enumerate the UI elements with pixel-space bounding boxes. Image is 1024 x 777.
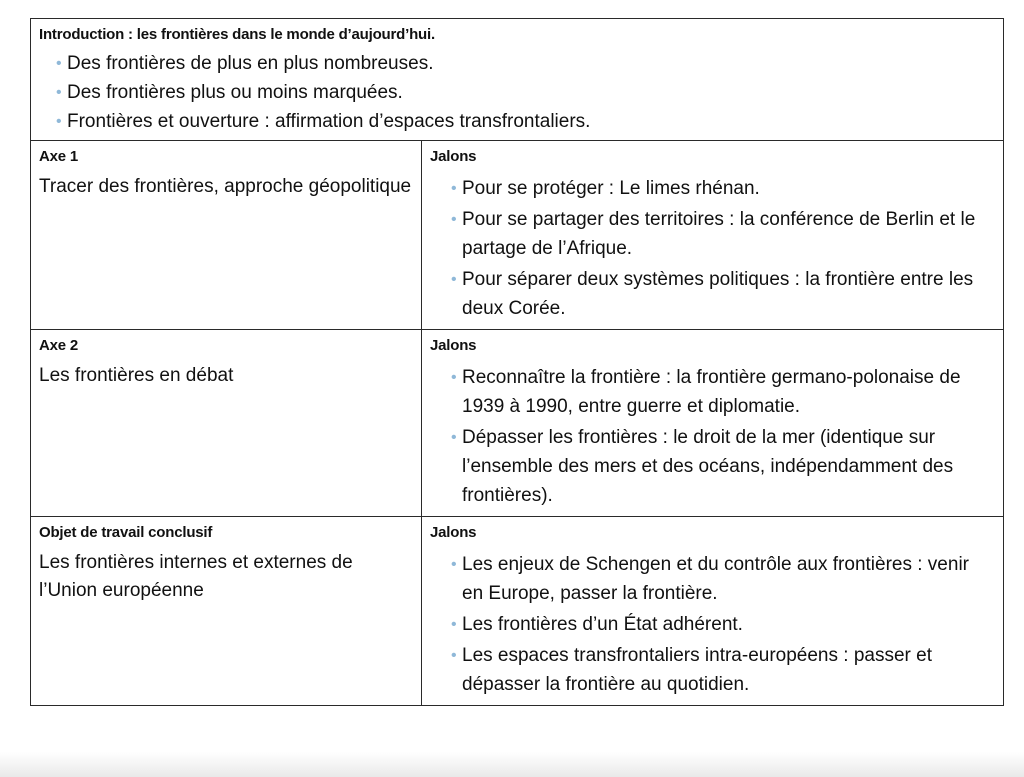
list-item: • Pour se partager des territoires : la conférence de Berlin et le partage de l’Afrique. [462,205,995,263]
bullet-dot-icon: • [451,369,457,386]
list-item: • Des frontières plus ou moins marquées. [67,78,995,107]
list-item: • Les frontières d’un État adhérent. [462,610,995,639]
jalons-heading: Jalons [430,524,477,541]
bullet-dot-icon: • [56,113,62,130]
list-item: • Les enjeux de Schengen et du contrôle aux frontières : venir en Europe, passer la frontière. [462,550,995,608]
conclusion-left-cell [31,517,422,706]
bottom-shadow [0,752,1024,777]
list-item: • Pour se protéger : Le limes rhénan. [462,174,995,203]
bullet-dot-icon: • [56,55,62,72]
intro-list [39,49,995,136]
intro-row [31,19,1004,141]
bullet-dot-icon: • [56,84,62,101]
bullet-dot-icon: • [451,429,457,446]
jalons-heading: Jalons [430,148,477,165]
axe-2-jalons-list [430,363,995,510]
axe-2-row [31,330,1004,517]
conclusion-title: Les frontières internes et externes de l’Union européenne [39,552,353,601]
program-table [30,18,1004,706]
intro-cell [31,19,1004,141]
bullet-dot-icon: • [451,180,457,197]
axe-1-left-cell [31,141,422,330]
jalons-heading: Jalons [430,337,477,354]
bullet-dot-icon: • [451,647,457,664]
axe-2-jalons-cell [422,330,1004,517]
list-item: • Dépasser les frontières : le droit de la mer (identique sur l’ensemble des mers et des océans, indépendamment des frontières). [462,423,995,510]
list-item: • Des frontières de plus en plus nombreuses. [67,49,995,78]
bullet-dot-icon: • [451,271,457,288]
list-item: • Pour séparer deux systèmes politiques : la frontière entre les deux Corée. [462,265,995,323]
axe-2-title: Les frontières en débat [39,365,234,386]
bullet-dot-icon: • [451,211,457,228]
intro-title: Introduction : les frontières dans le monde d’aujourd’hui. [39,26,435,43]
conclusion-jalons-cell [422,517,1004,706]
axe-1-jalons-list [430,174,995,323]
axe-1-heading: Axe 1 [39,148,79,165]
list-item: • Les espaces transfrontaliers intra-européens : passer et dépasser la frontière au quotidien. [462,641,995,699]
axe-2-heading: Axe 2 [39,337,79,354]
bullet-dot-icon: • [451,556,457,573]
conclusion-row [31,517,1004,706]
axe-1-title: Tracer des frontières, approche géopolitique [39,176,412,197]
bullet-dot-icon: • [451,616,457,633]
axe-1-jalons-cell [422,141,1004,330]
conclusion-heading: Objet de travail conclusif [39,524,213,541]
list-item: • Frontières et ouverture : affirmation d’espaces transfrontaliers. [67,107,995,136]
axe-1-row [31,141,1004,330]
list-item: • Reconnaître la frontière : la frontière germano-polonaise de 1939 à 1990, entre guerre et diplomatie. [462,363,995,421]
conclusion-jalons-list [430,550,995,699]
axe-2-left-cell [31,330,422,517]
